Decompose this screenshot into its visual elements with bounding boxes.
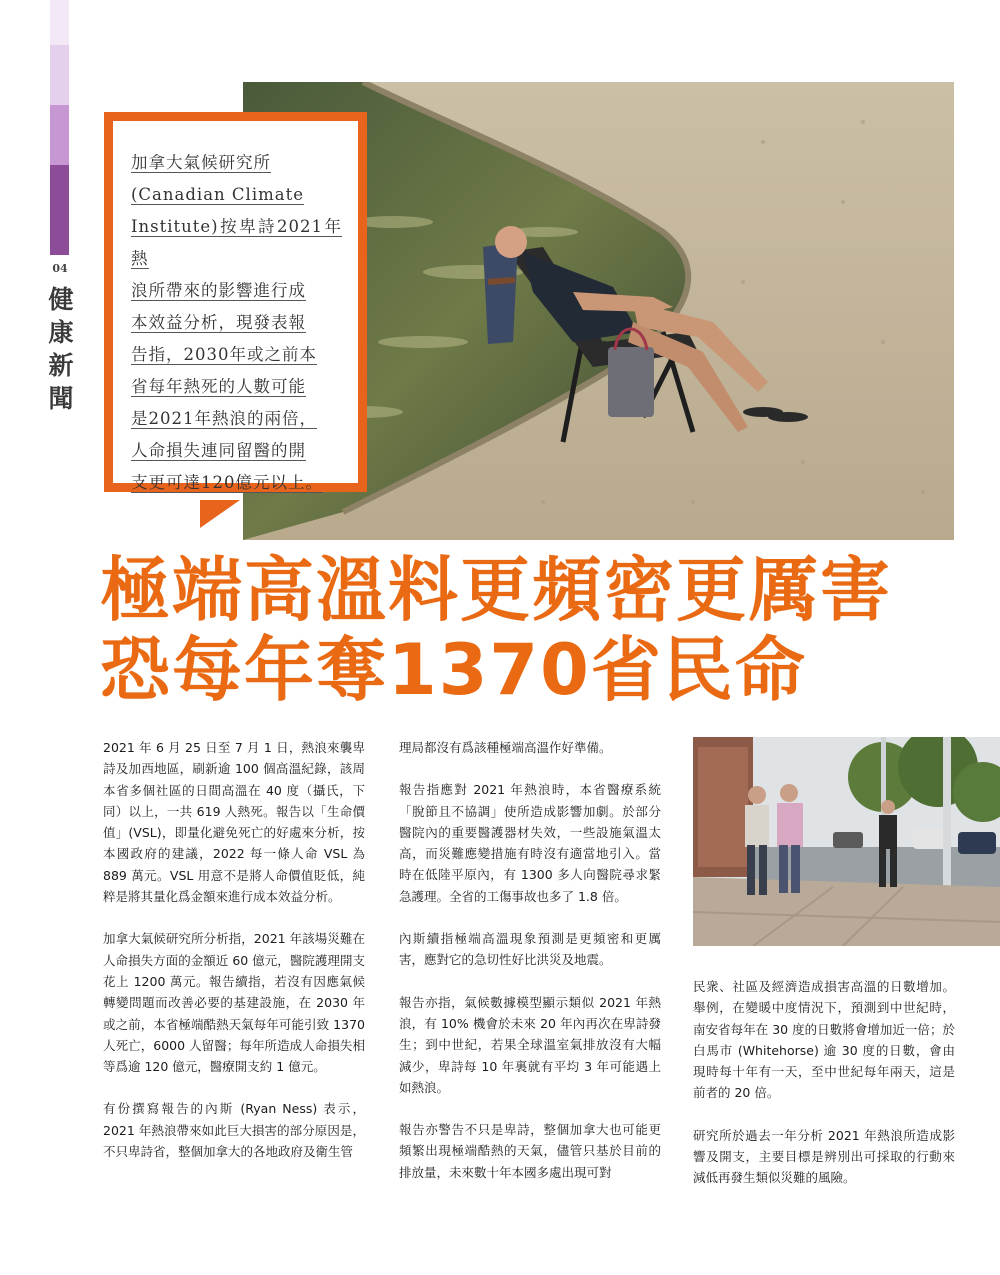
pull-quote-line: Institute)按卑詩2021年熱	[131, 217, 342, 268]
pull-quote-line: 浪所帶來的影響進行成	[131, 281, 306, 300]
article-paragraph: 研究所於過去一年分析 2021 年熱浪所造成影響及開支，主要目標是辨別出可採取的行動來減低再發生類似災難的風險。	[693, 1127, 955, 1186]
section-strip-segment	[50, 0, 69, 45]
article-paragraph: 有份撰寫報告的內斯 (Ryan Ness) 表示，2021 年熱浪帶來如此巨大損害的部分原因是，不只卑詩省，整個加拿大的各地政府及衛生管	[103, 1101, 365, 1160]
article-paragraph: 民衆、社區及經濟造成損害高溫的日數增加。舉例，在變暖中度情況下，預測到中世紀時，南安省每年在 30 度的日數將會增加近一倍；於白馬市 (Whitehorse) 逾 30 度的日數，會由現時每十年有一天，至中世紀每年兩天，這是前者的 20 倍。	[693, 979, 955, 1101]
headline-line-2: 恐每年奪1370省民命	[100, 629, 807, 711]
pull-quote-line: (Canadian Climate	[131, 185, 304, 204]
pull-quote-tail	[200, 500, 240, 528]
article-paragraph: 報告指應對 2021 年熱浪時，本省醫療系統「脫節且不協調」使所造成影響加劇。於部分醫院內的重要醫護器材失效，一些設施氣溫太高，而災難應變措施有時沒有適當地引入。當時在低陸平原內，有 1300 多人向醫院尋求緊急護理。全省的工傷事故也多了 1.8 倍。	[399, 782, 661, 904]
pull-quote-text	[131, 147, 342, 499]
pull-quote-line: 告指，2030年或之前本	[131, 345, 317, 364]
side-photo	[693, 737, 1000, 946]
article-column-1	[103, 737, 365, 1183]
section-name: 健康新聞	[48, 285, 74, 413]
headline-line-1: 極端高溫料更頻密更厲害	[100, 549, 892, 631]
article-paragraph: 報告亦指，氣候數據模型顯示類似 2021 年熱浪，有 10% 機會於未來 20 年內再次在卑詩發生；到中世紀，若果全球溫室氣排放沒有大幅減少，卑詩每 10 年裏就有平均 3 年可能遇上如熱浪。	[399, 994, 661, 1095]
pull-quote-line: 省每年熱死的人數可能	[131, 377, 306, 396]
pull-quote-line: 支更可達120億元以上。	[131, 473, 323, 492]
article-column-3	[693, 976, 955, 1210]
article-column-2	[399, 737, 661, 1204]
section-strip-segment	[50, 165, 69, 255]
article-paragraph: 理局都沒有爲該種極端高溫作好準備。	[399, 740, 612, 755]
article-paragraph: 加拿大氣候研究所分析指，2021 年該場災難在人命損失方面的金額近 60 億元，醫院護理開支花上 1200 萬元。報告續指，若沒有因應氣候轉變問題而改善必要的基建設施，在 2030 年或之前，本省極端酷熱天氣每年可能引致 1370 人死亡，6000 人留醫；每年所造成人命損失相等爲逾 120 億元，醫療開支約 1 億元。	[103, 931, 365, 1075]
section-strip-segment	[50, 105, 69, 165]
pull-quote-line: 本效益分析，現發表報	[131, 313, 306, 332]
article-paragraph: 內斯續指極端高溫現象預測是更頻密和更厲害，應對它的急切性好比洪災及地震。	[399, 931, 661, 968]
pull-quote-line: 加拿大氣候研究所	[131, 153, 271, 172]
page-number: 04	[52, 262, 68, 275]
pull-quote-box	[104, 112, 367, 492]
article-paragraph: 2021 年 6 月 25 日至 7 月 1 日，熱浪來襲卑詩及加西地區，刷新逾 100 個高溫紀錄，該周本省多個社區的日間高溫在 40 度（攝氏，下同）以上，一共 619 人熱死。報告以「生命價值」(VSL)，即量化避免死亡的好處來分析，按本國政府的建議，2022 每一條人命 VSL 為 889 萬元。VSL 用意不是將人命價值貶低，純粹是將其量化爲金額來進行成本效益分析。	[103, 740, 365, 905]
pull-quote-line: 是2021年熱浪的兩倍，	[131, 409, 317, 428]
section-strip-segment	[50, 45, 69, 105]
pull-quote-line: 人命損失連同留醫的開	[131, 441, 306, 460]
article-paragraph: 報告亦警告不只是卑詩，整個加拿大也可能更頻繁出現極端酷熱的天氣，儘管只基於目前的排放量，未來數十年本國多處出現可對	[399, 1122, 661, 1180]
